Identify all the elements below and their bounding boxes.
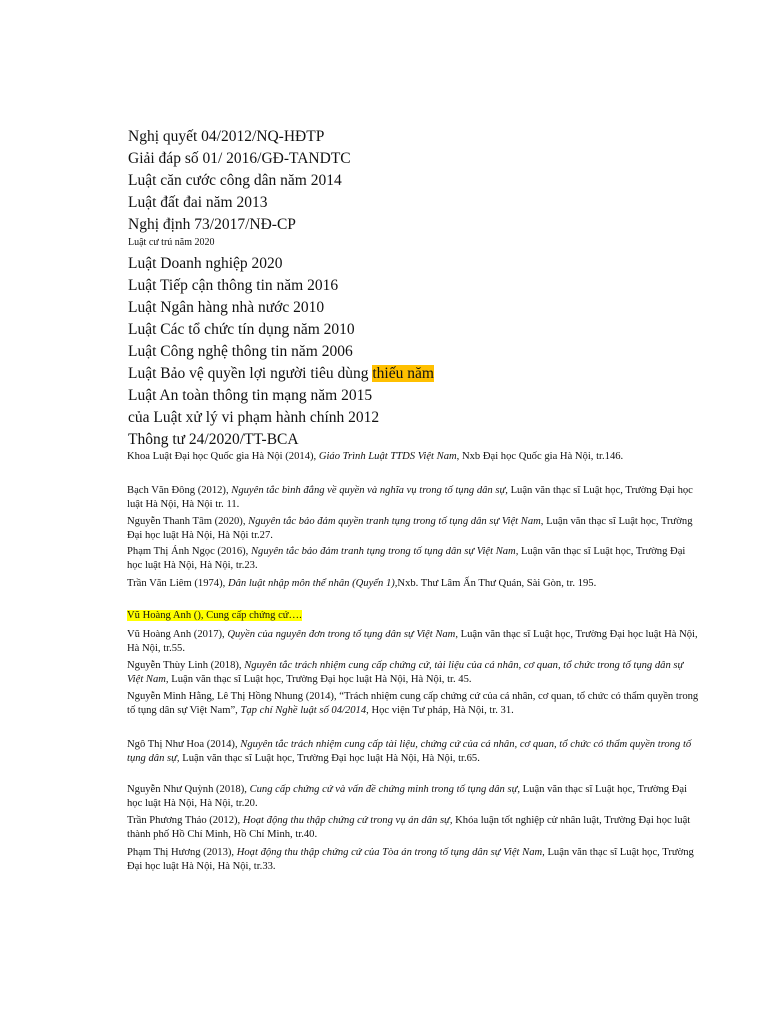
law-line: Thông tư 24/2020/TT-BCA [128,431,299,448]
law-text: Luật Bảo vệ quyền lợi người tiêu dùng [128,365,373,382]
reference-entry [127,738,699,766]
ref-title: Dân luật nhập môn thể nhân (Quyển 1), [227,578,398,589]
reference-entry [127,577,699,591]
reference-entry [127,846,699,874]
reference-entry-highlighted [127,609,699,623]
ref-details: Luận văn thạc sĩ Luật học, Trường Đại học luật Hà Nội, Hà Nội, tr.65. [179,752,480,764]
reference-entry [127,450,699,464]
law-line: Nghị quyết 04/2012/NQ-HĐTP [128,128,325,145]
ref-author: Nguyễn Minh Hằng, Lê Thị Hồng Nhung (2014), “Trách nhiệm cung cấp chứng cứ của cá nhân, cơ quan, tổ chức có thẩm quyền trong tố tụng dân sự Việt Nam”, [127,691,699,716]
ref-title: Tạp chí Nghề luật số 04/2014 [240,704,367,716]
reference-entry [127,783,699,811]
reference-entry [127,484,699,512]
law-line: Luật đất đai năm 2013 [128,194,268,211]
law-line: Luật Tiếp cận thông tin năm 2016 [128,277,339,294]
ref-title: Giáo Trình Luật TTDS Việt Nam [318,451,457,462]
ref-details: , Luận văn thạc sĩ Luật học, Trường Đại học luật Hà Nội, Hà Nội tr.27. [127,516,693,541]
ref-details: Luận văn thạc sĩ Luật học, Trường Đại học luật Hà Nội, Hà Nội, tr.23. [127,546,686,571]
ref-title: Cung cấp chứng cứ và vấn đề chứng minh trong tố tụng dân sự, [249,784,521,795]
law-line: Luật Doanh nghiệp 2020 [128,255,283,272]
ref-details: Luận văn thạc sĩ Luật học, Trường Đại học luật Hà Nội, Hà Nội, tr.33. [127,847,694,872]
law-line: Nghị định 73/2017/NĐ-CP [128,216,296,233]
ref-title: Nguyên tắc trách nhiệm cung cấp tài liệu, chứng cứ của cá nhân, cơ quan, tổ chức có thẩm quyền trong tố tụng dân sự, [127,739,692,764]
ref-title: Nguyên tắc bảo đảm tranh tụng trong tố tụng dân sự Việt Nam, [250,546,519,557]
law-line: Luật căn cước công dân năm 2014 [128,172,342,189]
reference-entry [127,659,699,687]
ref-title: Nguyên tắc trách nhiệm cung cấp chứng cứ, tài liệu của cá nhân, cơ quan, tổ chức trong tố tụng dân sự Việt Nam, [127,660,684,685]
ref-author: Nguyễn Thùy Linh (2018), [127,660,245,671]
ref-details: , Học viện Tư pháp, Hà Nội, tr. 31. [366,704,514,716]
ref-author: Ngô Thị Như Hoa (2014), [127,739,241,750]
ref-details: , Luận văn thạc sĩ Luật học, Trường Đại học luật Hà Nội, Hà Nội tr. 11. [127,485,693,510]
ref-details: , Luận văn thạc sĩ Luật học, Trường Đại học luật Hà Nội, Hà Nội, tr.55. [127,629,698,654]
law-line [128,363,434,384]
law-line: của Luật xử lý vi phạm hành chính 2012 [128,409,380,426]
law-line: Luật Các tổ chức tín dụng năm 2010 [128,321,355,338]
ref-details: , Nxb Đại học Quốc gia Hà Nội, tr.146. [456,451,624,462]
reference-entry [127,628,699,656]
ref-title: Hoạt động thu thập chứng cứ trong vụ án dân sự, [242,815,453,826]
law-line: Luật An toàn thông tin mạng năm 2015 [128,387,373,404]
ref-details: Nxb. Thư Lâm Ấn Thư Quán, Sài Gòn, tr. 195. [397,578,597,589]
ref-title: Quyền của nguyên đơn trong tố tụng dân sự Việt Nam [227,629,456,640]
reference-entry [127,545,699,573]
ref-author: Trần Phương Thảo (2012), [127,815,243,826]
reference-entry [127,814,699,842]
ref-title: Nguyên tắc bình đẳng về quyền và nghĩa vụ trong tố tụng dân sự [231,485,506,496]
law-line: Luật Ngân hàng nhà nước 2010 [128,299,325,316]
reference-entry [127,515,699,543]
law-line-small: Luật cư trú năm 2020 [128,237,215,248]
law-line: Giải đáp số 01/ 2016/GĐ-TANDTC [128,150,351,167]
ref-author: Phạm Thị Hương (2013), [127,847,237,858]
ref-details: Luận văn thạc sĩ Luật học, Trường Đại học luật Hà Nội, Hà Nội, tr. 45. [168,673,472,685]
ref-author: Nguyễn Thanh Tâm (2020), [127,516,249,527]
ref-title: Nguyên tắc bảo đảm quyền tranh tụng trong tố tụng dân sự Việt Nam [248,516,541,527]
law-line: Luật Công nghệ thông tin năm 2006 [128,343,353,360]
ref-author: Vũ Hoàng Anh (), Cung cấp chứng cứ…. [127,610,302,621]
highlight-note: thiếu năm [372,365,434,382]
ref-details: Khóa luận tốt nghiệp cử nhân luật, Trường Đại học luật thành phố Hồ Chí Minh, Hồ Chí Minh, tr.40. [127,815,691,840]
reference-entry [127,690,699,718]
ref-author: Nguyễn Như Quỳnh (2018), [127,784,250,795]
ref-author: Vũ Hoàng Anh (2017), [127,629,228,640]
ref-author: Trần Văn Liêm (1974), [127,578,228,589]
ref-title: Hoạt động thu thập chứng cứ của Tòa án trong tố tụng dân sự Việt Nam, [236,847,545,858]
ref-details: Luận văn thạc sĩ Luật học, Trường Đại học luật Hà Nội, Hà Nội, tr.20. [127,784,688,809]
ref-author: Khoa Luật Đại học Quốc gia Hà Nội (2014), [127,451,319,462]
ref-author: Phạm Thị Ánh Ngọc (2016), [127,546,251,557]
ref-author: Bạch Văn Đông (2012), [127,485,232,496]
